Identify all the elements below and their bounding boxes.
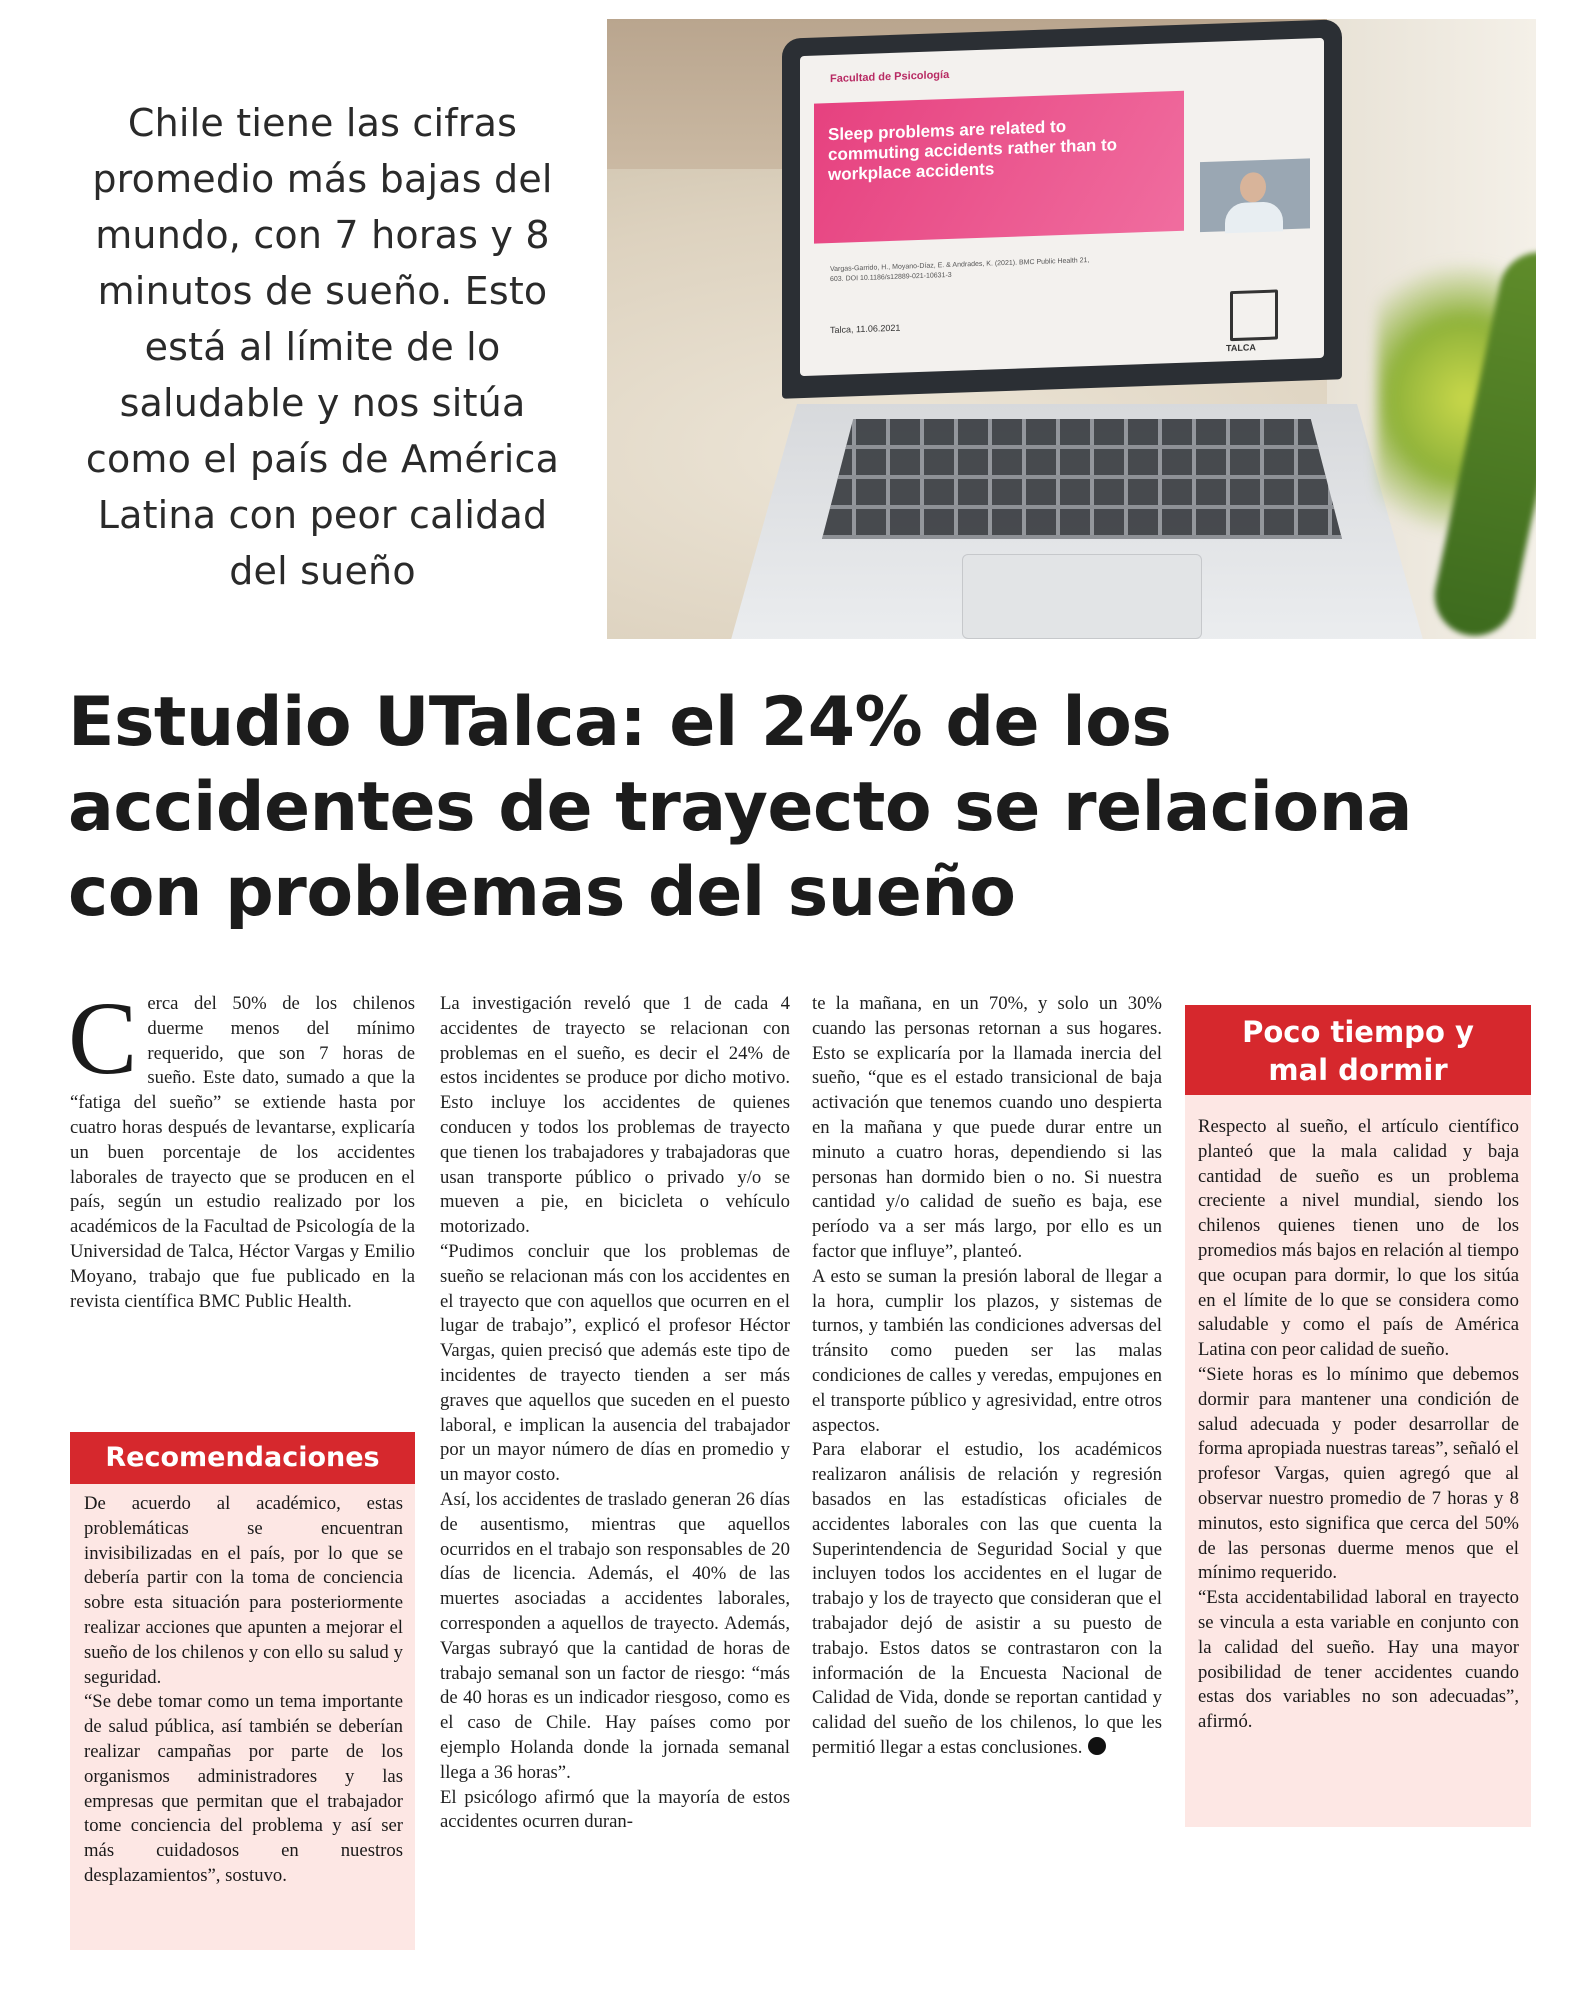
recomendaciones-paragraph: “Se debe tomar como un tema importante de salud pública, así también se deberían realizar campañas por parte de los organismos administradores y las empresas que permitan que el trabajador tome conciencia del problema y así ser más cuidadosos en nuestros desplazamientos”, sostuvo. <box>84 1691 403 1886</box>
recomendaciones-text <box>70 1484 415 1889</box>
poco-tiempo-box <box>1185 1005 1531 1827</box>
recomendaciones-paragraph: De acuerdo al académico, estas problemáticas se encuentran invisibilizadas en el país, por lo que se debería partir con la toma de conciencia sobre esta situación para posteriormente realizar acciones que apunten a mejorar el sueño de los chilenos y con ello su salud y seguridad. <box>84 1493 403 1688</box>
sidebar-paragraph: Respecto al sueño, el artículo científico planteó que la mala calidad y baja cantidad de sueño es un problema creciente a nivel mundial, siendo los chilenos quienes tienen uno de los promedios más bajos en relación al tiempo que ocupan para dormir, lo que los sitúa en el límite de lo que se considera como saludable y como el país de América Latina con peor calidad de sueño. <box>1198 1116 1519 1361</box>
end-mark-icon <box>1088 1737 1106 1755</box>
pull-quote: Chile tiene las cifras promedio más bajas del mundo, con 7 horas y 8 minutos de sueño. Esto está al límite de lo saludable y nos sitúa como el país de América Latina con peor calidad del sueño <box>85 101 560 593</box>
poco-tiempo-title-line2: mal dormir <box>1268 1053 1448 1087</box>
slide-logo-text: TALCA <box>1226 342 1256 354</box>
column-3 <box>812 992 1162 1761</box>
poco-tiempo-text <box>1185 1095 1531 1735</box>
webcam-person-head <box>1240 172 1266 203</box>
slide-reference: Vargas-Garrido, H., Moyano-Díaz, E. & Andrades, K. (2021). BMC Public Health 21, 603. DOI 10.1186/s12889-021-10631-3 <box>830 257 1090 284</box>
webcam-thumbnail <box>1200 158 1310 232</box>
body-paragraph: Así, los accidentes de traslado generan 26 días de ausentismo, mientras que aquellos ocurridos en el trabajo son responsables de 20 días de licencia. Además, el 40% de las muertes asociadas a accidentes laborales, corresponden a aquellos de trayecto. Además, Vargas subrayó que la cantidad de horas de trabajo semanal son un factor de riesgo: “más de 40 horas es un indicador riesgoso, como es el caso de Chile. Hay países como por ejemplo Holanda donde la jornada semanal llega a 36 horas”. <box>440 1488 790 1783</box>
poco-tiempo-title-line1: Poco tiempo y <box>1242 1015 1474 1049</box>
body-paragraph <box>812 1438 1162 1760</box>
sidebar-paragraph: “Siete horas es lo mínimo que debemos dormir para mantener una condición de salud adecuada y poder desarrollar de forma apropiada nuestras tareas”, señaló el profesor Vargas, quien agregó que al observar nuestro promedio de 7 horas y 8 minutos, esto significa que cerca del 50% de las personas duerme menos que el mínimo requerido. <box>1198 1363 1519 1584</box>
article-photo <box>607 19 1536 639</box>
lead-paragraph <box>68 981 415 1314</box>
article-headline: Estudio UTalca: el 24% de los accidentes de trayecto se relaciona con problemas del sueño <box>68 683 1412 932</box>
column-1 <box>68 981 415 1314</box>
body-paragraph-text: Para elaborar el estudio, los académicos realizaron análisis de relación y regresión basados en las estadísticas oficiales de accidentes laborales con las que cuenta la Superintendencia de Seguridad Social y que incluyen todos los accidentes en el lugar de trabajo y los de trayecto que consideran que el trabajador dejó de asistir a su puesto de trabajo. Estos datos se contrastaron con la información de la Encuesta Nacional de Calidad de Vida, donde se reportan cantidad y calidad del sueño de los chilenos, lo que les permitió llegar a estas conclusiones. <box>812 1439 1162 1758</box>
university-logo-icon <box>1230 289 1278 341</box>
laptop-lid <box>782 19 1342 399</box>
body-paragraph: A esto se suman la presión laboral de llegar a la hora, cumplir los plazos, y sistemas de turnos, y también las condiciones adversas del tránsito como pueden ser las malas condiciones de calles y veredas, empujones en el transporte público y agresividad, entre otros aspectos. <box>812 1265 1162 1436</box>
column-2 <box>440 992 790 1835</box>
lead-text: erca del 50% de los chilenos duerme menos del mínimo requerido, que son 7 horas de sueño. Este dato, sumado a que la “fatiga del sueño” se extiende hasta por cuatro horas después de levantarse, explicaría un buen porcentaje de los accidentes laborales de trayecto que se producen en el país, según un estudio realizado por los académicos de la Facultad de Psicología de la Universidad de Talca, Héctor Vargas y Emilio Moyano, trabajo que fue publicado en la revista científica BMC Public Health. <box>70 993 415 1312</box>
body-paragraph: “Pudimos concluir que los problemas de sueño se relacionan más con los accidentes en el trayecto que con aquellos que ocurren en el lugar de trabajo”, explicó el profesor Héctor Vargas, quien precisó que además este tipo de incidentes de trayecto tienden a ser más graves que aquellos que suceden en el puesto laboral, e implican la ausencia del trabajador por un mayor número de días en promedio y un mayor costo. <box>440 1240 790 1486</box>
body-paragraph: te la mañana, en un 70%, y solo un 30% cuando las personas retornan a sus hogares. Esto se explicaría por la llamada inercia del sueño, “que es el estado transicional de baja activación que tenemos cuando uno despierta en la mañana y que puede durar entre un minuto a cuatro horas, dependiendo si las personas han dormido bien o no. Si nuestra cantidad y/o calidad de sueño es baja, ese período va a ser más largo, por ello es un factor que influye”, planteó. <box>812 993 1162 1262</box>
recomendaciones-title: Recomendaciones <box>70 1432 415 1484</box>
drop-cap: C <box>68 981 138 1096</box>
laptop-screen <box>800 38 1324 376</box>
slide-title: Sleep problems are related to commuting accidents rather than to workplace accidents <box>828 116 1118 185</box>
slide-date: Talca, 11.06.2021 <box>830 322 901 336</box>
body-paragraph: La investigación reveló que 1 de cada 4 accidentes de trayecto se relacionan con problemas en el sueño, es decir el 24% de estos incidentes se produce por dicho motivo. Esto incluye los accidentes de quienes conducen y todos los problemas de trayecto que tienen los trabajadores y trabajadoras que usan transporte público o privado y/o se mueven a pie, en bicicleta o vehículo motorizado. <box>440 993 790 1238</box>
poco-tiempo-title <box>1185 1005 1531 1095</box>
laptop-trackpad <box>962 554 1202 639</box>
laptop-keyboard-rows <box>822 419 1342 539</box>
sidebar-paragraph: “Esta accidentabilidad laboral en trayecto se vincula a esta variable en conjunto con la calidad del sueño. Hay una mayor posibilidad de tener accidentes cuando estas dos variables no son adecuadas”, afirmó. <box>1198 1587 1519 1733</box>
slide-header: Facultad de Psicología <box>830 68 950 86</box>
webcam-person-body <box>1225 201 1283 233</box>
recomendaciones-box <box>70 1432 415 1950</box>
body-paragraph: El psicólogo afirmó que la mayoría de estos accidentes ocurren duran- <box>440 1786 790 1833</box>
